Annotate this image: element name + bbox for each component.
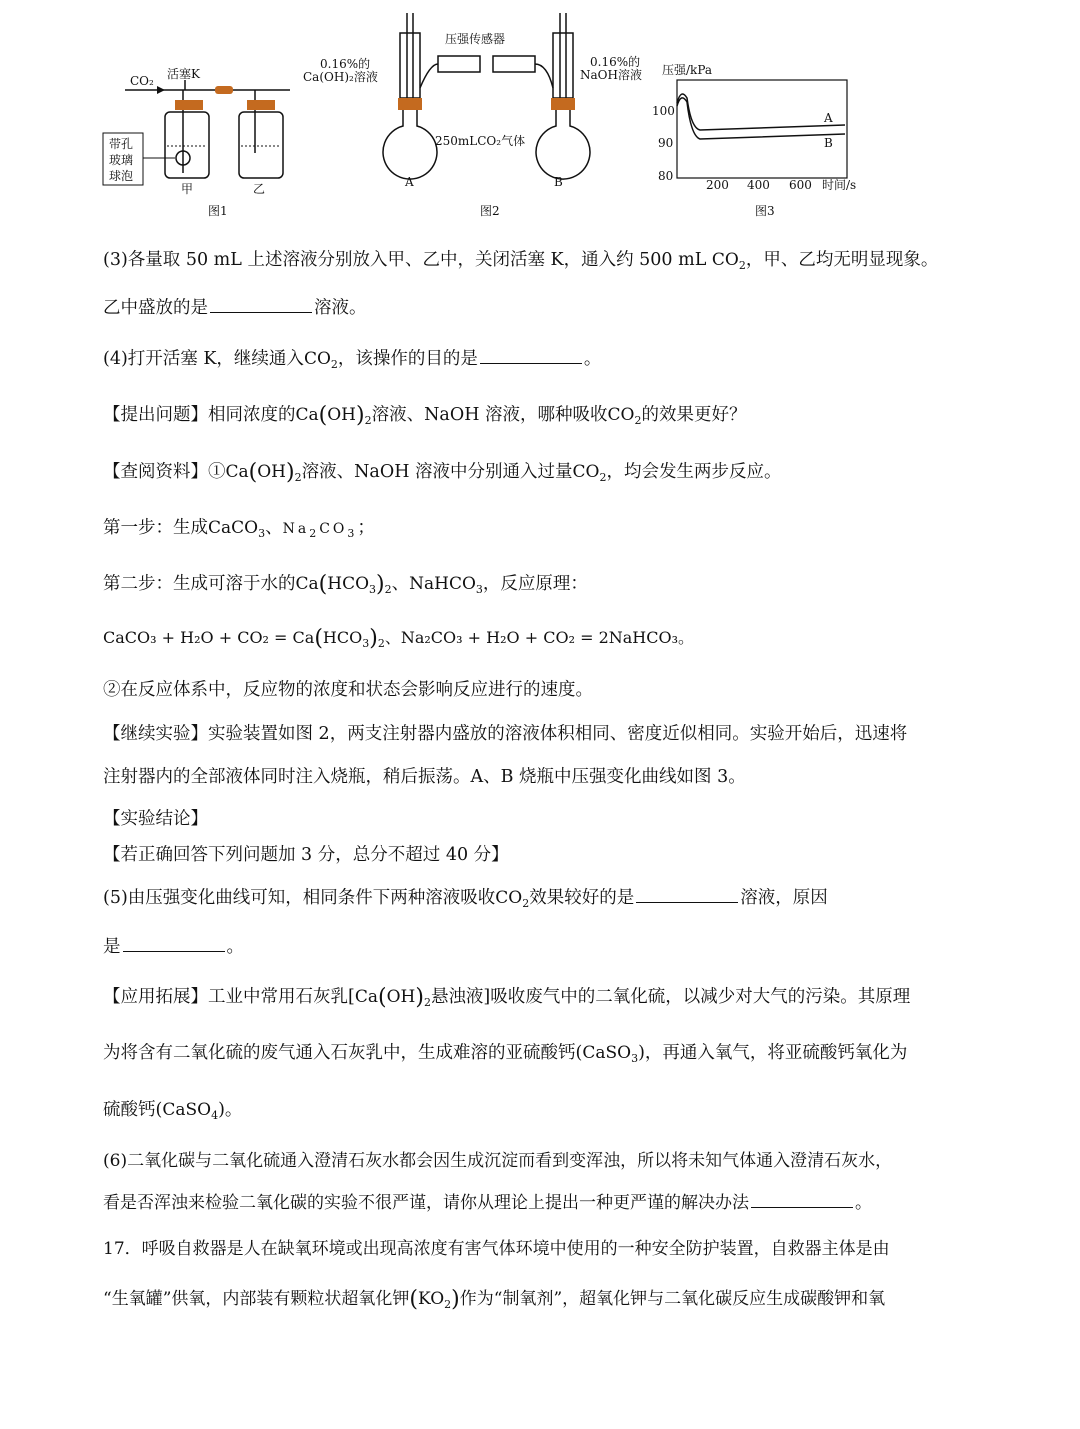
caco3-formula: CaCO$_3$ [208, 518, 266, 540]
fig1-caption: 图1 [208, 204, 228, 218]
continue-line2: 注射器内的全部液体同时注入烧瓶，稍后振荡。A、B 烧瓶中压强变化曲线如图 3。 [103, 767, 746, 787]
q6-line1: (6)二氧化碳与二氧化硫通入澄清石灰水都会因生成沉淀而看到变浑浊，所以将未知气体通入澄清石灰水， [103, 1151, 893, 1171]
conclusion-heading: 【实验结论】 [103, 809, 208, 829]
fig3-curve-b [677, 98, 845, 139]
na2co3-formula: $Na_2CO_3$ [282, 521, 358, 540]
continue-line1: 【继续实验】实验装置如图 2，两支注射器内盛放的溶液体积相同、密度近似相同。实验开始后，迅速将 [103, 724, 908, 744]
fig3-ytick-80: 80 [658, 169, 674, 183]
figure-3 [652, 63, 856, 218]
figure-1 [103, 67, 290, 218]
fig3-label-a: A [824, 111, 833, 125]
nahco3-formula: NaHCO$_3$ [409, 574, 483, 596]
cahco32-formula: $Ca(HCO_3)_2$ [295, 572, 392, 597]
application-line3: 硫酸钙(CaSO$_4$)。 [103, 1100, 243, 1122]
co2-formula: $CO_2$ [572, 462, 607, 484]
co2-formula: $CO_2$ [607, 405, 642, 427]
q6-line2: 看是否浑浊来检验二氧化碳的实验不很严谨，请你从理论上提出一种更严谨的解决办法 。 [103, 1181, 983, 1225]
fig2-caption: 图2 [480, 204, 500, 218]
fig3-ytick-90: 90 [658, 136, 674, 150]
fig3-ytick-100: 100 [652, 104, 675, 118]
fig3-caption: 图3 [755, 204, 775, 218]
fig2-flask-a: A [405, 175, 414, 189]
q5-line2: 是 。 [103, 925, 983, 969]
figure-2 [303, 13, 642, 218]
caso4-formula: CaSO$_4$ [162, 1100, 219, 1122]
ko2-formula: $(KO_2)$ [409, 1287, 460, 1312]
fig2-left-solution: Ca(OH)₂溶液 [303, 70, 378, 84]
co2-formula: $CO_2$ [495, 888, 530, 910]
fig2-gas-label: 250mLCO₂气体 [435, 134, 526, 148]
fig3-xlabel: 时间/s [822, 178, 857, 192]
fig2-right-conc: 0.16%的 [590, 55, 641, 69]
fig2-sensor-label: 压强传感器 [445, 32, 506, 46]
application-line1: 【应用拓展】工业中常用石灰乳[$Ca(OH)_2$悬浊液]吸收废气中的二氧化硫，以减少对大气的污染。其原理 [103, 985, 911, 1010]
caoh2-formula: $Ca(OH)_2$ [354, 985, 431, 1010]
answer-blank[interactable] [210, 294, 312, 313]
note-2: ②在反应体系中，反应物的浓度和状态会影响反应进行的速度。 [103, 680, 593, 700]
step1-line: 第一步：生成CaCO$_3$、$Na_2CO_3$； [103, 518, 375, 540]
equation-1: CaCO₃ + H₂O + CO₂ = Ca [103, 628, 315, 647]
q5-line1: (5)由压强变化曲线可知，相同条件下两种溶液吸收$CO_2$效果较好的是 溶液，原因 [103, 876, 983, 926]
equation-2: Na₂CO₃ + H₂O + CO₂ = 2NaHCO₃ [400, 628, 679, 647]
fig2-right-solution: NaOH溶液 [580, 68, 642, 82]
fig3-xtick-600: 600 [789, 178, 812, 192]
fig1-bubble-label-1: 带孔 [109, 137, 134, 151]
q17-line1: 17．呼吸自救器是人在缺氧环境或出现高浓度有害气体环境中使用的一种安全防护装置，自救器主体是由 [103, 1239, 890, 1259]
fig3-label-b: B [824, 136, 833, 150]
fig1-bubble-label-3: 球泡 [109, 169, 134, 183]
fig1-bubble-label-2: 玻璃 [109, 153, 134, 167]
fig2-left-conc: 0.16%的 [320, 57, 371, 71]
q3-line2: 乙中盛放的是 溶液。 [103, 286, 983, 330]
fig3-xtick-200: 200 [706, 178, 729, 192]
question-line: 【提出问题】相同浓度的$Ca(OH)_2$溶液、NaOH 溶液，哪种吸收$CO_2$的效果更好？ [103, 403, 747, 428]
caoh2-formula: $Ca(OH)_2$ [225, 460, 302, 485]
q4-line: (4)打开活塞 K，继续通入$CO_2$，该操作的目的是 。 [103, 337, 983, 387]
answer-blank[interactable] [751, 1189, 853, 1208]
reference-line: 【查阅资料】$①Ca(OH)_2$溶液、NaOH 溶液中分别通入过量$CO_2$，均会发生两步反应。 [103, 460, 782, 485]
q3-line1: (3)各量取 50 mL 上述溶液分别放入甲、乙中，关闭活塞 K，通入约 500 mL $CO_2$，甲、乙均无明显现象。 [103, 250, 939, 272]
application-line2: 为将含有二氧化硫的废气通入石灰乳中，生成难溶的亚硫酸钙(CaSO$_3$)，再通入氧气，将亚硫酸钙氧化为 [103, 1043, 908, 1065]
fig1-bottle-yi: 乙 [253, 182, 266, 196]
fig1-gas-label: CO₂ [130, 74, 154, 88]
figure-strip [95, 8, 995, 223]
step2-line: 第二步：生成可溶于水的$Ca(HCO_3)_2$、NaHCO$_3$，反应原理： [103, 572, 588, 597]
answer-blank[interactable] [480, 345, 582, 364]
equation-line: CaCO₃ + $H_2O + CO_2 = Ca(HCO_3)_2$、Na₂CO₃ + H₂O + CO₂ = 2NaHCO₃。 [103, 626, 695, 651]
co2-formula: $CO_2$ [711, 250, 746, 272]
fig1-bottle-jia: 甲 [181, 182, 194, 196]
fig2-flask-b: B [554, 175, 563, 189]
fig3-ylabel: 压强/kPa [662, 63, 713, 77]
caoh2-formula: $Ca(OH)_2$ [295, 403, 372, 428]
fig3-xtick-400: 400 [747, 178, 770, 192]
fig3-curve-a [677, 94, 845, 130]
caso3-formula: CaSO$_3$ [582, 1043, 639, 1065]
answer-blank[interactable] [636, 884, 738, 903]
co2-formula: $CO_2$ [303, 349, 338, 371]
answer-blank[interactable] [123, 933, 225, 952]
fig1-valve-label: 活塞K [167, 67, 200, 81]
q17-line2: “生氧罐”供氧，内部装有颗粒状超氧化钾$(KO_2)$作为“制氧剂”，超氧化钾与二氧化碳反应生成碳酸钾和氧 [103, 1287, 886, 1312]
bonus-note: 【若正确回答下列问题加 3 分，总分不超过 40 分】 [103, 845, 509, 865]
